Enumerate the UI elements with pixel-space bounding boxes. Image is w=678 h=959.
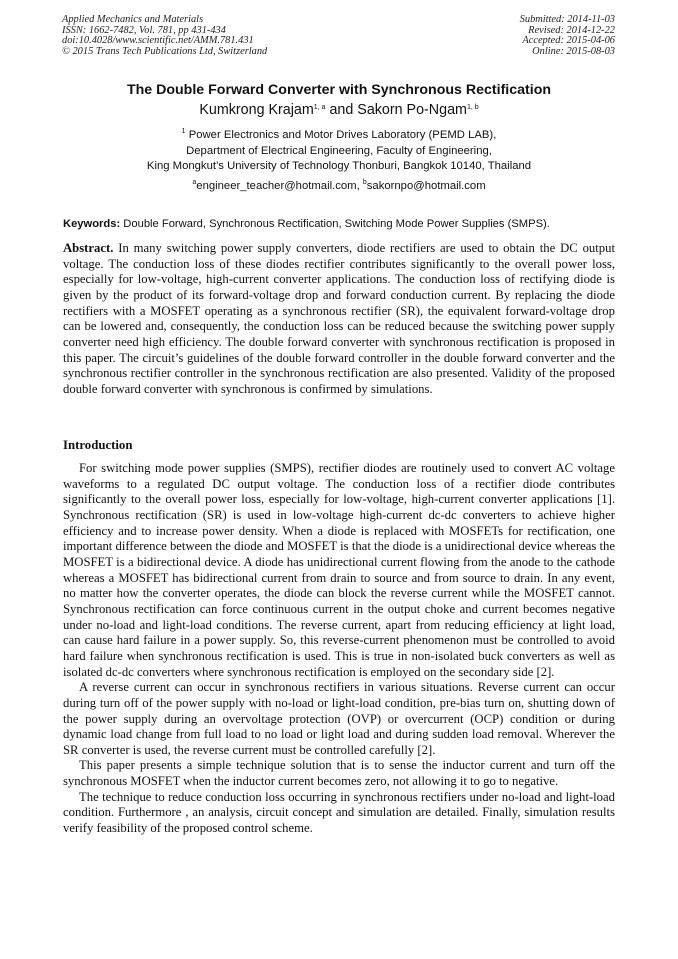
date-submitted: Submitted: 2014-11-03 bbox=[519, 14, 615, 25]
date-revised: Revised: 2014-12-22 bbox=[528, 24, 615, 36]
email-separator: , bbox=[356, 180, 363, 192]
author-2: Sakorn Po-Ngam bbox=[357, 102, 467, 118]
email-sup-a: a bbox=[192, 179, 197, 186]
affiliation-line-1-text: Power Electronics and Motor Drives Laboratory (PEMD LAB), bbox=[185, 129, 497, 141]
intro-paragraph-2: A reverse current can occur in synchronous rectifiers in various situations. Reverse current can occur during turn off of the power supply with no-load or light-load condition, pre-bias turn on, shutting down of the power supply during an overvoltage protection (OVP) or overcurrent (OCP) condition or during dynamic load change from full load to no load or light load and during sudden load removal. Wherever the SR converter is used, the reverse current must be controlled carefully [2]. bbox=[63, 680, 615, 757]
paper-title: The Double Forward Converter with Synchronous Rectification bbox=[126, 82, 552, 98]
abstract bbox=[63, 241, 615, 398]
email-sup-b: b bbox=[362, 179, 367, 186]
author-conjunction: and bbox=[325, 102, 358, 118]
author-1: Kumkrong Krajam bbox=[199, 102, 314, 118]
keywords-label: Keywords: bbox=[63, 218, 121, 230]
journal-copyright: © 2015 Trans Tech Publications Ltd, Switzerland bbox=[62, 45, 268, 57]
email-line bbox=[0, 180, 678, 192]
email-1[interactable]: engineer_teacher@hotmail.com bbox=[196, 180, 357, 192]
date-online: Online: 2015-08-03 bbox=[532, 45, 615, 57]
introduction-heading: Introduction bbox=[63, 438, 133, 452]
intro-paragraph-3: This paper presents a simple technique solution that is to sense the inductor current and turn off the synchronous MOSFET when the inductor current becomes zero, not allowing it to go to negative. bbox=[63, 758, 615, 789]
author-2-sup: 1, b bbox=[466, 104, 479, 111]
abstract-text: In many switching power supply converters, diode rectifiers are used to obtain the DC output voltage. The conduction loss of these diodes rectifier contributes significantly to the overall power loss, especially for low-voltage, high-current converter applications. The conduction loss of rectifying diode is given by the product of its forward-voltage drop and forward conduction current. By replacing the diode rectifiers with a MOSFET operating as a synchronous rectifier (SR), the equivalent forward-voltage drop can be lowered and, consequently, the conduction loss can be reduced because the switching power supply converter need high efficiency. The double forward converter with synchronous rectification is proposed in this paper. The circuit’s guidelines of the double forward controller in the double forward converter and the synchronous rectifier controller in the synchronous rectification are also presented. Validity of the proposed double forward converter with synchronous is confirmed by simulations. bbox=[63, 241, 615, 396]
keywords bbox=[63, 218, 615, 230]
journal-info bbox=[62, 15, 267, 57]
keywords-text: Double Forward, Synchronous Rectification, Switching Mode Power Supplies (SMPS). bbox=[120, 218, 550, 230]
journal-name: Applied Mechanics and Materials bbox=[62, 14, 204, 25]
email-2[interactable]: sakornpo@hotmail.com bbox=[366, 180, 486, 192]
affiliation-line-2: Department of Electrical Engineering, Faculty of Engineering, bbox=[186, 144, 492, 157]
publication-dates bbox=[520, 15, 615, 57]
journal-issn: ISSN: 1662-7482, Vol. 781, pp 431-434 bbox=[62, 24, 226, 36]
affiliation bbox=[0, 128, 678, 175]
introduction-body bbox=[63, 461, 615, 837]
intro-paragraph-4: The technique to reduce conduction loss occurring in synchronous rectifiers under no-load and light-load condition. Furthermore , an analysis, circuit concept and simulation are detailed. Finally, simulation results verify feasibility of the proposed control scheme. bbox=[63, 789, 615, 836]
date-accepted: Accepted: 2015-04-06 bbox=[522, 35, 615, 47]
affiliation-line-3: King Mongkut’s University of Technology Thonburi, Bangkok 10140, Thailand bbox=[146, 160, 532, 172]
abstract-label: Abstract. bbox=[63, 241, 114, 255]
affiliation-line-1 bbox=[0, 128, 678, 144]
journal-doi: doi:10.4028/www.scientific.net/AMM.781.431 bbox=[62, 35, 254, 47]
affiliation-sup: 1 bbox=[181, 128, 186, 135]
author-line bbox=[0, 102, 678, 118]
intro-paragraph-1: For switching mode power supplies (SMPS), rectifier diodes are routinely used to convert AC voltage waveforms to a regulated DC output voltage. The conduction loss of a rectifier diode contributes significantly to the overall power loss, especially for low-voltage, high-current converter applications [1]. Synchronous rectification (SR) is used in low-voltage high-current dc-dc converters to achieve higher efficiency and to increase power density. When a diode is replaced with MOSFETs for rectification, one important difference between the diode and MOSFET is that the diode is a unidirectional device whereas the MOSFET is a bidirectional device. A diode has unidirectional current flowing from the anode to the cathode whereas a MOSFET has bidirectional current from drain to source and from source to drain. In any event, no matter how the converter operates, the diode can block the reverse current while the MOSFET cannot. Synchronous rectification can force continuous current in the output choke and current becomes negative under no-load and light-load conditions. The reverse current, apart from reducing efficiency at light load, can cause hard failure in a power supply. So, this reverse-current phenomenon must be controlled to avoid hard failure when synchronous rectification is used. This is true in non-isolated buck converters as well as isolated dc-dc converters where synchronous rectification is employed on the secondary side [2]. bbox=[63, 461, 615, 679]
author-1-sup: 1, a bbox=[313, 104, 326, 111]
